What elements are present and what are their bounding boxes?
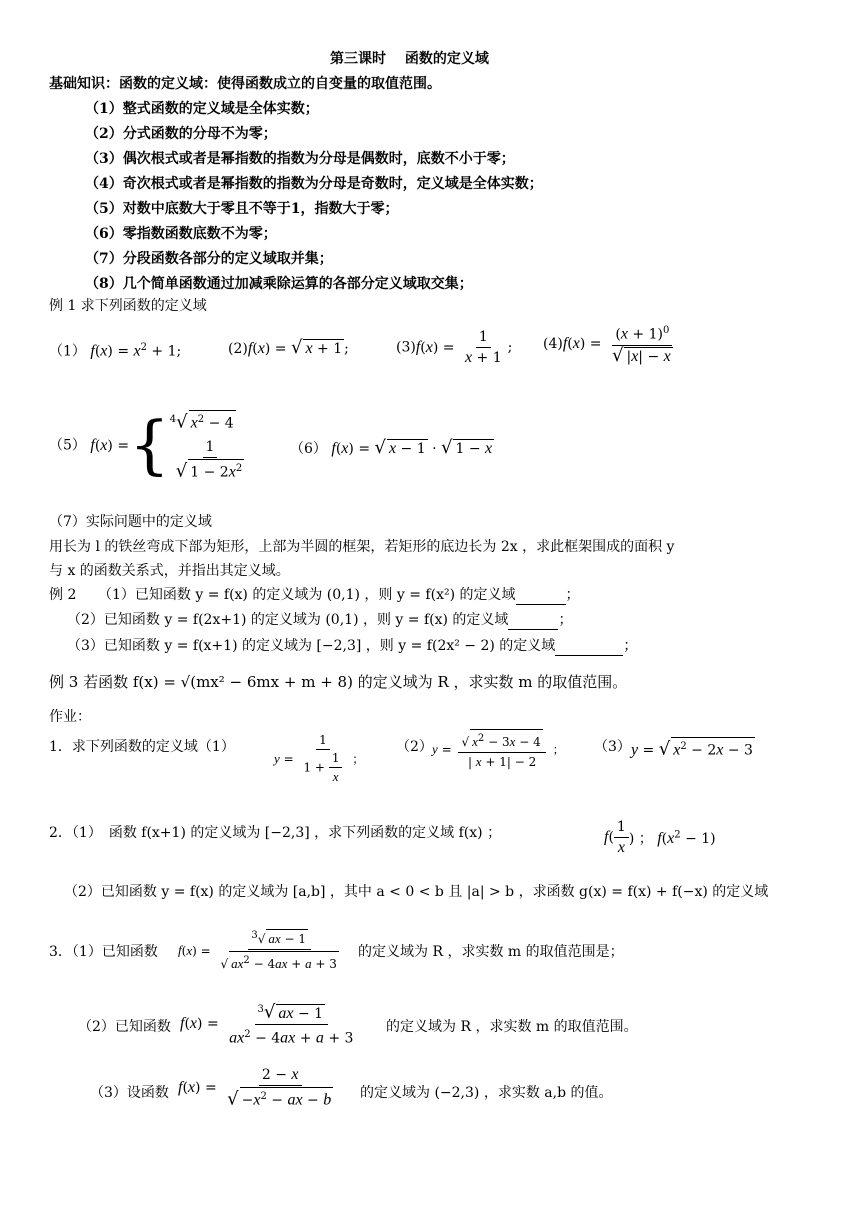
rule-7: （7）分段函数各部分的定义域取并集； [85, 251, 333, 267]
ex1-item7-line2: 与 x 的函数关系式，并指出其定义域。 [49, 563, 290, 579]
hw-q2-formulas: f( $\frac{1}{x}$ ) ； $f(x^2 - 1)$ [604, 819, 716, 856]
hw-q1-formula-3: y = √ $x^2 - 2x - 3$ [631, 738, 753, 760]
rule-5: （5）对数中底数大于零且不等于1，指数大于零； [85, 201, 399, 217]
ex1-label-6: （6） [290, 441, 327, 457]
ex1-heading: 例 1 求下列函数的定义域 [49, 298, 207, 314]
ex1-formula-3: (3)f(x) = $\frac{1}{x + 1}$ ; [396, 329, 513, 366]
ex1-formula-6: （6） f(x) = √ x − 1 · √ 1 − x [290, 437, 493, 458]
hw-q2-part2: （2）已知函数 y = f(x) 的定义域为 [a,b] ，其中 a < 0 < b 且 |a| > b ，求函数 g(x) = f(x) + f(−x) 的定义域 [64, 884, 769, 900]
hw-q3-part1-tail: 的定义域为 R ，求实数 m 的取值范围是； [358, 944, 624, 960]
hw-q3-part1-label: 3．（1）已知函数 [49, 944, 158, 960]
hw-q2-part1: 2．（1） 函数 f(x+1) 的定义域为 [−2,3] ，求下列函数的定义域 f(x) ； [49, 825, 502, 841]
ex1-label-4: (4) [543, 335, 563, 352]
hw-q3-part3-tail: 的定义域为 (−2,3) ，求实数 a,b 的值。 [360, 1085, 613, 1101]
ex1-row1: （1） $f(x) = x^2 + 1$; [49, 342, 182, 360]
hw-q3-formula-2: f(x) = $\frac{^3√ ax - 1}{ax^2 - 4ax + a + 3}$ [180, 1001, 354, 1047]
ex1-label-1: （1） [49, 343, 86, 360]
hw-q3-part3-label: （3）设函数 [90, 1085, 169, 1101]
hw-q1-label-2: （2） [396, 739, 433, 755]
hw-q3-part2-tail: 的定义域为 R ，求实数 m 的取值范围。 [386, 1019, 638, 1035]
ex1-label-3: (3) [396, 339, 416, 356]
rule-2: （2）分式函数的分母不为零； [85, 126, 277, 142]
homework-heading: 作业： [49, 709, 91, 725]
ex1-label-2: (2) [228, 341, 248, 357]
ex1-row1b: (2)f(x) = √ x + 1 ; [228, 337, 349, 358]
answer-blank[interactable] [516, 590, 566, 605]
hw-q1-formula-2: y = $\frac{√ x^2 - 3x - 4}{| x + 1| - 2}$ ； [432, 729, 565, 773]
rule-6: （6）零指数函数底数不为零； [85, 226, 277, 242]
page-title: 第三课时 函数的定义域 [330, 51, 489, 67]
ex1-formula-1: f [90, 342, 95, 360]
hw-q3-formula-1: f(x) = $\frac{^3√ ax - 1}{√ ax^2 - 4ax + a + 3}$ [178, 930, 337, 971]
rule-3: （3）偶次根式或者是幂指数的指数为分母是偶数时，底数不小于零； [85, 151, 515, 167]
basics-heading: 基础知识：函数的定义域：使得函数成立的自变量的取值范围。 [49, 76, 441, 92]
rule-4: （4）奇次根式或者是幂指数的指数为分母是奇数时，定义域是全体实数； [85, 176, 543, 192]
ex1-item7-line1: 用长为 l 的铁丝弯成下部为矩形，上部为半圆的框架，若矩形的底边长为 2x ，求此框架围成的面积 y [49, 539, 675, 555]
ex2-label: 例 2 [49, 587, 77, 603]
ex3-text: 例 3 若函数 f(x) = √(mx² − 6mx + m + 8) 的定义域为 R ，求实数 m 的取值范围。 [49, 673, 628, 691]
answer-blank[interactable] [555, 641, 623, 656]
ex2-item-3: （3）已知函数 y = f(x+1) 的定义域为 [−2,3] ，则 y = f(2x² − 2) 的定义域 ； [67, 638, 638, 654]
rule-1: （1）整式函数的定义域是全体实数； [85, 101, 319, 117]
ex1-item7-title: （7）实际问题中的定义域 [49, 514, 212, 530]
ex2-item-2: （2）已知函数 y = f(2x+1) 的定义域为 (0,1) ，则 y = f(x) 的定义域 ； [67, 612, 573, 628]
hw-q1-formula-1: y = 1 1 + $\frac{1}{x}$ ； [274, 733, 365, 784]
hw-q1-label-3: （3） [594, 739, 631, 755]
ex2-item-1: （1）已知函数 y = f(x) 的定义域为 (0,1) ，则 y = f(x²) 的定义域 ； [98, 587, 580, 603]
hw-q3-formula-3: f(x) = $\frac{2 - x}{√ -x^2 - ax - b}$ [178, 1066, 332, 1110]
ex1-formula-4: (4)f(x) = $\frac{(x + 1)^0}{√ |x| - x}$ [543, 322, 679, 376]
ex1-formula-5: （5） f(x) ={ $^4$√ $x^2 - 4$ $\frac{1}{√ 1 - 2x^2}$ [49, 408, 243, 483]
hw-q3-part2-label: （2）已知函数 [78, 1019, 171, 1035]
answer-blank[interactable] [508, 615, 558, 630]
ex1-label-5: （5） [49, 437, 86, 454]
rule-8: （8）几个简单函数通过加减乘除运算的各部分定义域取交集； [85, 276, 473, 292]
hw-q1-label: 1．求下列函数的定义域（1） [49, 739, 235, 755]
